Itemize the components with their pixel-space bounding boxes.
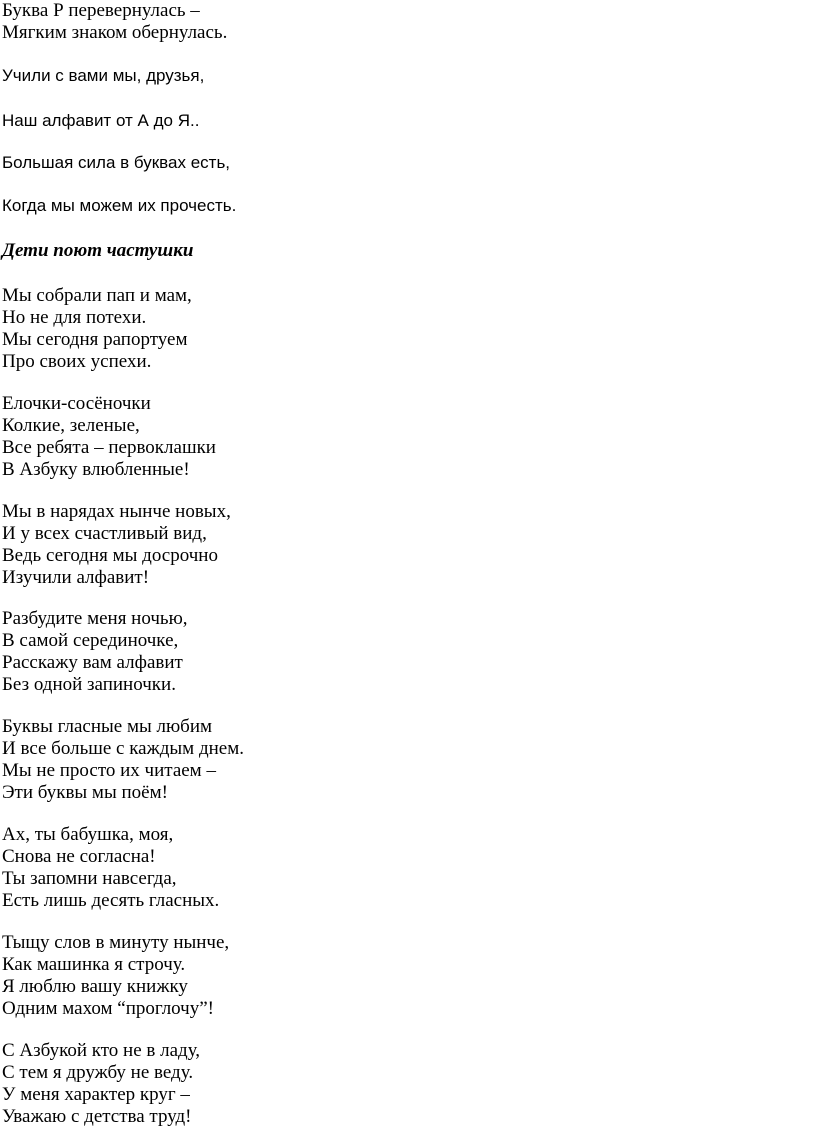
stanza-8-line-2: С тем я дружбу не веду.: [2, 1062, 194, 1083]
stanza-2-line-3: Все ребята – первоклашки: [2, 437, 216, 458]
stanza-2-line-2: Колкие, зеленые,: [2, 415, 140, 436]
stanza-5-line-3: Мы не просто их читаем –: [2, 760, 216, 781]
stanza-8-line-1: С Азбукой кто не в ладу,: [2, 1040, 201, 1061]
stanza-3-line-3: Ведь сегодня мы досрочно: [2, 545, 218, 566]
intro-line-5: Большая сила в буквах есть,: [2, 153, 231, 172]
section-heading: Дети поют частушки: [2, 240, 194, 261]
stanza-5-line-2: И все больше с каждым днем.: [2, 738, 244, 759]
stanza-5-line-1: Буквы гласные мы любим: [2, 716, 213, 737]
stanza-6-line-2: Снова не согласна!: [2, 846, 156, 867]
stanza-6-line-4: Есть лишь десять гласных.: [2, 890, 220, 911]
stanza-2-line-1: Елочки-сосёночки: [2, 393, 151, 414]
stanza-1-line-1: Мы собрали пап и мам,: [2, 285, 192, 306]
intro-line-2: Мягким знаком обернулась.: [2, 22, 228, 43]
stanza-4-line-2: В самой серединочке,: [2, 630, 179, 651]
stanza-6-line-1: Ах, ты бабушка, моя,: [2, 824, 174, 845]
stanza-2-line-4: В Азбуку влюбленные!: [2, 459, 190, 480]
stanza-4-line-3: Расскажу вам алфавит: [2, 652, 183, 673]
stanza-1-line-3: Мы сегодня рапортуем: [2, 329, 188, 350]
stanza-7-line-1: Тыщу слов в минуту нынче,: [2, 932, 230, 953]
stanza-3-line-2: И у всех счастливый вид,: [2, 523, 207, 544]
stanza-1-line-2: Но не для потехи.: [2, 307, 147, 328]
stanza-6-line-3: Ты запомни навсегда,: [2, 868, 177, 889]
stanza-3-line-1: Мы в нарядах нынче новых,: [2, 501, 231, 522]
stanza-1-line-4: Про своих успехи.: [2, 351, 152, 372]
stanza-3-line-4: Изучили алфавит!: [2, 567, 150, 588]
stanza-4-line-1: Разбудите меня ночью,: [2, 608, 188, 629]
intro-line-6: Когда мы можем их прочесть.: [2, 196, 237, 215]
stanza-4-line-4: Без одной запиночки.: [2, 674, 176, 695]
stanza-7-line-4: Одним махом “проглочу”!: [2, 998, 214, 1019]
stanza-8-line-3: У меня характер круг –: [2, 1084, 190, 1105]
intro-line-4: Наш алфавит от А до Я..: [2, 111, 200, 130]
stanza-7-line-2: Как машинка я строчу.: [2, 954, 186, 975]
intro-line-1: Буква Р перевернулась –: [2, 0, 200, 21]
stanza-5-line-4: Эти буквы мы поём!: [2, 782, 168, 803]
intro-line-3: Учили с вами мы, друзья,: [2, 66, 205, 85]
stanza-7-line-3: Я люблю вашу книжку: [2, 976, 188, 997]
stanza-8-line-4: Уважаю с детства труд!: [2, 1106, 192, 1127]
